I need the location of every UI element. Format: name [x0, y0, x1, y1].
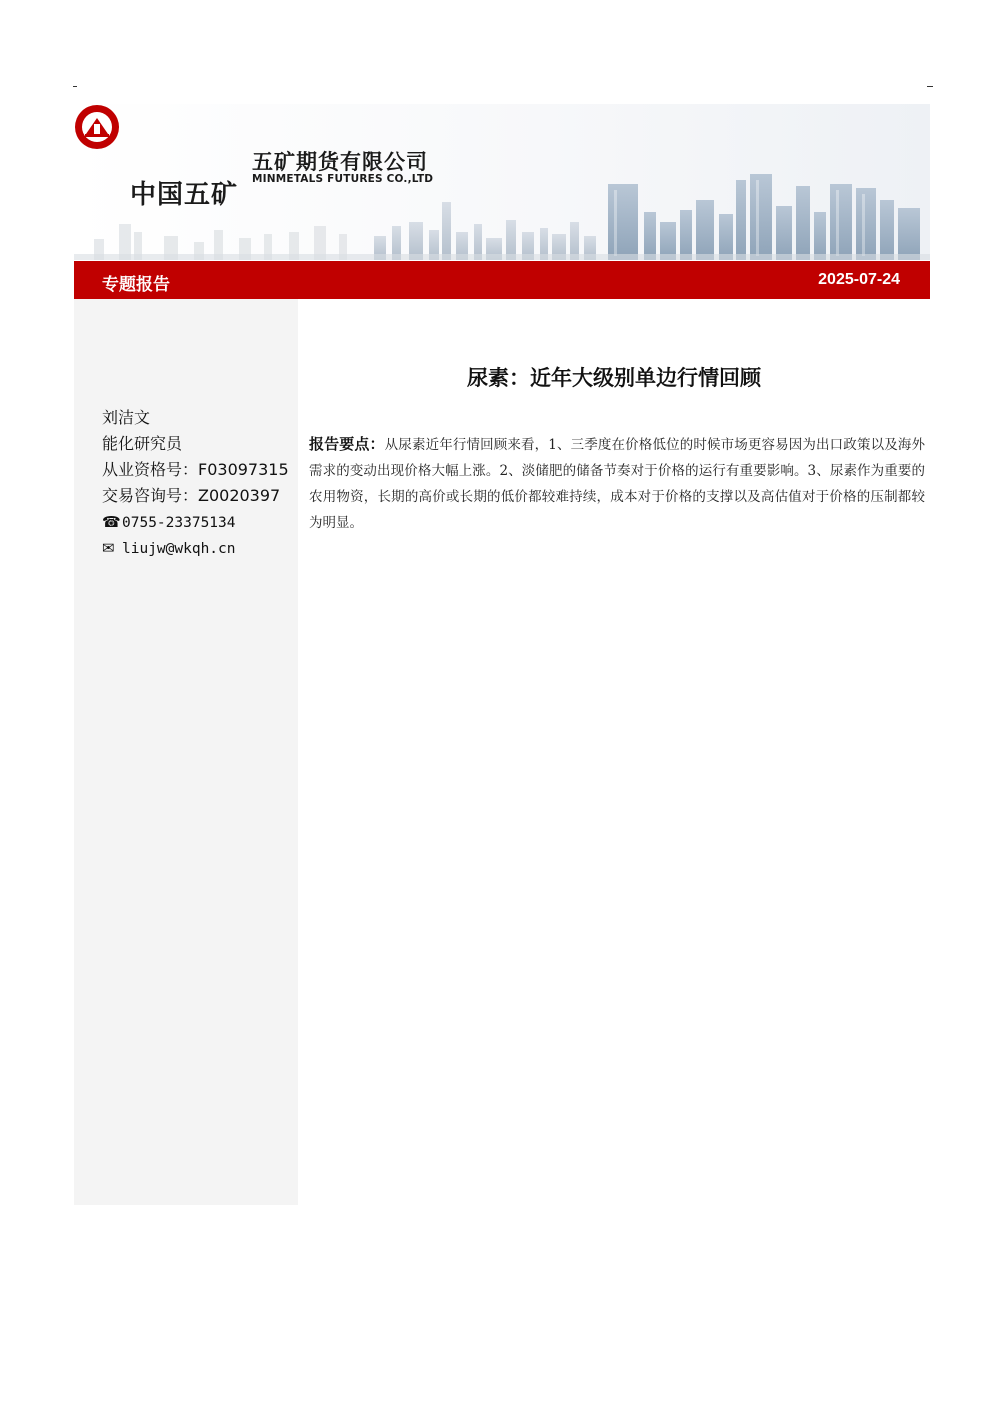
author-name: 刘洁文	[102, 408, 151, 427]
corner-mark-left	[73, 86, 77, 87]
header-banner	[74, 104, 930, 260]
email-icon: ✉	[102, 539, 115, 557]
author-consulting-number: 交易咨询号：Z0020397	[102, 486, 281, 505]
company-name-en: MINMETALS FUTURES CO.,LTD	[252, 173, 434, 185]
report-title: 尿素：近年大级别单边行情回顾	[467, 366, 761, 390]
author-title: 能化研究员	[102, 434, 183, 453]
author-email-row	[102, 535, 289, 561]
author-phone-row	[102, 509, 289, 535]
author-sidebar	[74, 299, 298, 1205]
report-type-label: 专题报告	[102, 275, 170, 295]
author-phone: 0755-23375134	[122, 515, 236, 531]
author-email[interactable]: liujw@wkqh.cn	[122, 541, 236, 557]
report-type-bar	[74, 261, 930, 299]
minmetals-emblem-icon	[74, 104, 120, 150]
logo-text: 中国五矿	[130, 180, 239, 210]
corner-mark-right	[927, 86, 933, 87]
report-date: 2025-07-24	[818, 271, 900, 288]
author-qualification: 从业资格号：F03097315	[102, 460, 289, 479]
company-name-cn: 五矿期货有限公司	[252, 150, 428, 174]
summary-text: 从尿素近年行情回顾来看，1、三季度在价格低位的时候市场更容易因为出口政策以及海外需求的变动出现价格大幅上涨。2、淡储肥的储备节奏对于价格的运行有重要影响。3、尿素作为重要的农用物资，长期的高价或长期的低价都较难持续，成本对于价格的支撑以及高估值对于价格的压制都较为明显。	[309, 437, 925, 531]
summary-label: 报告要点：	[309, 435, 385, 453]
report-summary	[309, 431, 925, 536]
phone-icon: ☎	[102, 513, 121, 531]
author-info	[102, 405, 289, 561]
